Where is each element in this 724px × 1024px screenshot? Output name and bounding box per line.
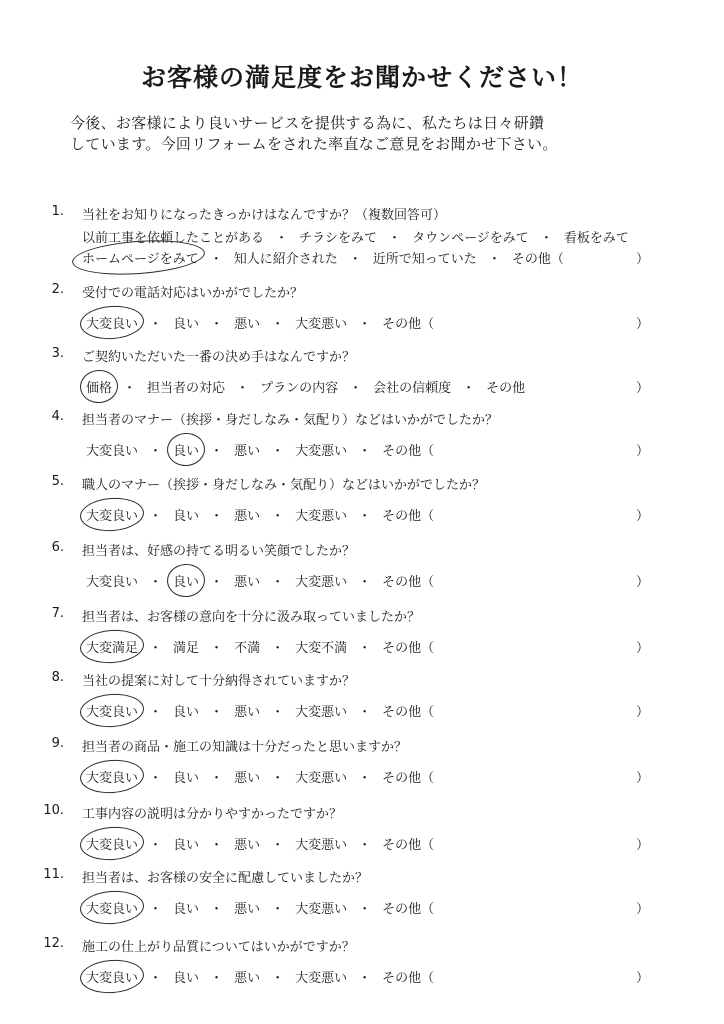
option-very-bad[interactable]: 大変悪い [295,705,348,720]
option-very-good[interactable]: 大変良い [86,834,138,853]
question-text: 工事内容の説明は分かりやすかったですか？ [82,807,343,822]
separator: ・ [539,231,553,246]
separator: ・ [358,444,372,459]
option-signboard[interactable]: 看板をみて [563,231,629,246]
options [86,571,434,590]
separator: ・ [358,705,372,720]
question-number: 6. [51,540,64,555]
option-very-good[interactable]: 大変良い [86,313,138,332]
option-other[interactable]: その他（ [382,971,435,986]
separator: ・ [271,641,285,656]
option-bad[interactable]: 悪い [234,838,261,853]
intro-line-1: 今後、お客様により良いサービスを提供する為に、私たちは日々研鑽 [70,114,545,132]
other-close-paren: ） [636,641,650,656]
question-number: 9. [51,736,64,751]
options-row-2 [82,248,564,267]
separator: ・ [210,444,224,459]
option-bad[interactable]: 悪い [234,317,261,332]
other-close-paren: ） [636,381,650,396]
options [86,313,434,332]
separator: ・ [209,252,223,267]
options [86,898,434,917]
question-11 [0,867,724,927]
separator: ・ [271,317,285,332]
option-plan-content[interactable]: プランの内容 [260,381,339,396]
option-other[interactable]: その他（ [382,575,435,590]
option-very-good[interactable]: 大変良い [86,575,139,590]
option-referral[interactable]: 知人に紹介された [233,252,338,267]
option-good[interactable]: 良い [173,771,200,786]
option-good[interactable]: 良い [173,440,199,459]
separator: ・ [271,444,285,459]
options [86,767,434,786]
option-very-satisfied[interactable]: 大変満足 [86,637,138,656]
question-text: 担当者のマナー（挨拶・身だしなみ・気配り）などはいかがでしたか？ [82,413,499,428]
question-12 [0,936,724,996]
other-close-paren: ） [636,575,650,590]
option-bad[interactable]: 悪い [234,509,261,524]
option-bad[interactable]: 悪い [234,902,261,917]
option-bad[interactable]: 悪い [234,971,261,986]
separator: ・ [149,902,163,917]
separator: ・ [149,317,163,332]
option-town-pages[interactable]: タウンページをみて [412,231,529,246]
separator: ・ [358,971,372,986]
option-homepage[interactable]: ホームページをみて [82,248,199,267]
separator: ・ [210,771,224,786]
separator: ・ [210,509,224,524]
question-text: 受付での電話対応はいかがでしたか？ [82,286,304,301]
separator: ・ [210,838,224,853]
option-good[interactable]: 良い [173,971,200,986]
other-close-paren: ） [636,252,650,267]
separator: ・ [149,444,163,459]
question-number: 4. [51,409,64,424]
question-text: 担当者は、お客様の意向を十分に汲み取っていましたか？ [82,610,421,625]
separator: ・ [210,902,224,917]
separator: ・ [149,971,163,986]
option-dissatisfied[interactable]: 不満 [234,641,261,656]
question-number: 2. [51,282,64,297]
separator: ・ [149,509,163,524]
options [86,505,434,524]
question-number: 5. [51,474,64,489]
question-6 [0,540,724,600]
option-very-good[interactable]: 大変良い [86,701,138,720]
question-8 [0,670,724,730]
option-neighborhood[interactable]: 近所で知っていた [372,252,477,267]
option-good[interactable]: 良い [173,317,200,332]
option-very-good[interactable]: 大変良い [86,444,139,459]
option-very-bad[interactable]: 大変悪い [295,902,348,917]
separator: ・ [123,381,137,396]
question-number: 7. [51,606,64,621]
separator: ・ [358,771,372,786]
question-text: 職人のマナー（挨拶・身だしなみ・気配り）などはいかがでしたか？ [82,478,486,493]
option-bad[interactable]: 悪い [234,771,261,786]
other-close-paren: ） [636,444,650,459]
separator: ・ [271,902,285,917]
question-text: ご契約いただいた一番の決め手はなんですか？ [82,350,356,365]
separator: ・ [271,971,285,986]
option-very-good[interactable]: 大変良い [86,967,138,986]
other-close-paren: ） [636,971,650,986]
option-other[interactable]: その他（ [382,509,435,524]
question-1 [0,204,724,267]
question-text: 当社をお知りになったきっかけはなんですか？（複数回答可） [82,208,447,223]
other-close-paren: ） [636,838,650,853]
option-company-trust[interactable]: 会社の信頼度 [373,381,452,396]
separator: ・ [358,902,372,917]
option-previous-work[interactable]: 以前工事を依頼したことがある [82,231,265,246]
option-very-bad[interactable]: 大変悪い [295,575,348,590]
question-text: 担当者は、お客様の安全に配慮していましたか？ [82,871,369,886]
separator: ・ [487,252,501,267]
option-very-bad[interactable]: 大変悪い [295,838,348,853]
option-flyer[interactable]: チラシをみて [299,231,378,246]
separator: ・ [149,705,163,720]
option-other[interactable]: その他（ [382,902,435,917]
separator: ・ [210,705,224,720]
option-other[interactable]: その他 [486,381,526,396]
option-good[interactable]: 良い [173,902,200,917]
question-number: 11. [43,867,64,882]
option-very-bad[interactable]: 大変悪い [295,444,348,459]
separator: ・ [271,705,285,720]
options [86,377,525,396]
other-close-paren: ） [636,509,650,524]
option-very-bad[interactable]: 大変悪い [295,317,348,332]
option-very-bad[interactable]: 大変悪い [295,771,348,786]
option-bad[interactable]: 悪い [234,705,261,720]
separator: ・ [149,575,163,590]
question-number: 3. [51,346,64,361]
option-very-bad[interactable]: 大変悪い [295,971,348,986]
question-number: 12. [43,936,64,951]
separator: ・ [348,252,362,267]
separator: ・ [210,317,224,332]
separator: ・ [388,231,402,246]
options-row-1 [82,227,629,246]
question-9 [0,736,724,796]
option-very-dissatisfied[interactable]: 大変不満 [295,641,348,656]
option-very-good[interactable]: 大変良い [86,505,138,524]
separator: ・ [149,641,163,656]
options [86,701,434,720]
option-good[interactable]: 良い [173,838,200,853]
separator: ・ [349,381,363,396]
separator: ・ [210,575,224,590]
separator: ・ [358,641,372,656]
option-very-good[interactable]: 大変良い [86,898,138,917]
separator: ・ [275,231,289,246]
question-number: 8. [51,670,64,685]
question-number: 1. [51,204,64,219]
option-staff-response[interactable]: 担当者の対応 [147,381,226,396]
separator: ・ [236,381,250,396]
options [86,440,434,459]
separator: ・ [210,971,224,986]
question-text: 担当者は、好感の持てる明るい笑顔でしたか？ [82,544,356,559]
option-other[interactable]: その他（ [382,771,435,786]
option-very-bad[interactable]: 大変悪い [295,509,348,524]
options [86,967,434,986]
separator: ・ [358,317,372,332]
separator: ・ [271,575,285,590]
option-bad[interactable]: 悪い [234,575,261,590]
question-7 [0,606,724,666]
separator: ・ [462,381,476,396]
other-close-paren: ） [636,317,650,332]
option-other[interactable]: その他（ [382,838,435,853]
option-other[interactable]: その他（ [382,317,435,332]
question-5 [0,474,724,534]
separator: ・ [210,641,224,656]
question-text: 担当者の商品・施工の知識は十分だったと思いますか？ [82,740,408,755]
question-text: 当社の提案に対して十分納得されていますか？ [82,674,356,689]
option-good[interactable]: 良い [173,705,200,720]
separator: ・ [358,838,372,853]
other-close-paren: ） [636,771,650,786]
options [86,834,434,853]
question-4 [0,409,724,469]
question-text: 施工の仕上がり品質についてはいかがですか？ [82,940,355,955]
separator: ・ [358,509,372,524]
question-2 [0,282,724,342]
option-other[interactable]: その他（ [382,641,435,656]
separator: ・ [271,771,285,786]
survey-title: お客様の満足度をお聞かせください！ [140,63,583,92]
question-3 [0,346,724,406]
option-price[interactable]: 価格 [86,377,112,396]
option-other[interactable]: その他（ [382,705,435,720]
separator: ・ [149,838,163,853]
question-10 [0,803,724,863]
option-other[interactable]: その他（ [382,444,435,459]
option-very-good[interactable]: 大変良い [86,767,138,786]
other-close-paren: ） [636,705,650,720]
separator: ・ [149,771,163,786]
separator: ・ [271,838,285,853]
option-good[interactable]: 良い [173,509,200,524]
option-bad[interactable]: 悪い [234,444,261,459]
options [86,637,434,656]
intro-line-2: しています。今回リフォームをされた率直なご意見をお聞かせ下さい。 [70,135,558,153]
other-close-paren: ） [636,902,650,917]
separator: ・ [271,509,285,524]
option-good[interactable]: 良い [173,571,199,590]
option-other[interactable]: その他（ [511,252,564,267]
question-number: 10. [43,803,64,818]
option-satisfied[interactable]: 満足 [173,641,200,656]
separator: ・ [358,575,372,590]
